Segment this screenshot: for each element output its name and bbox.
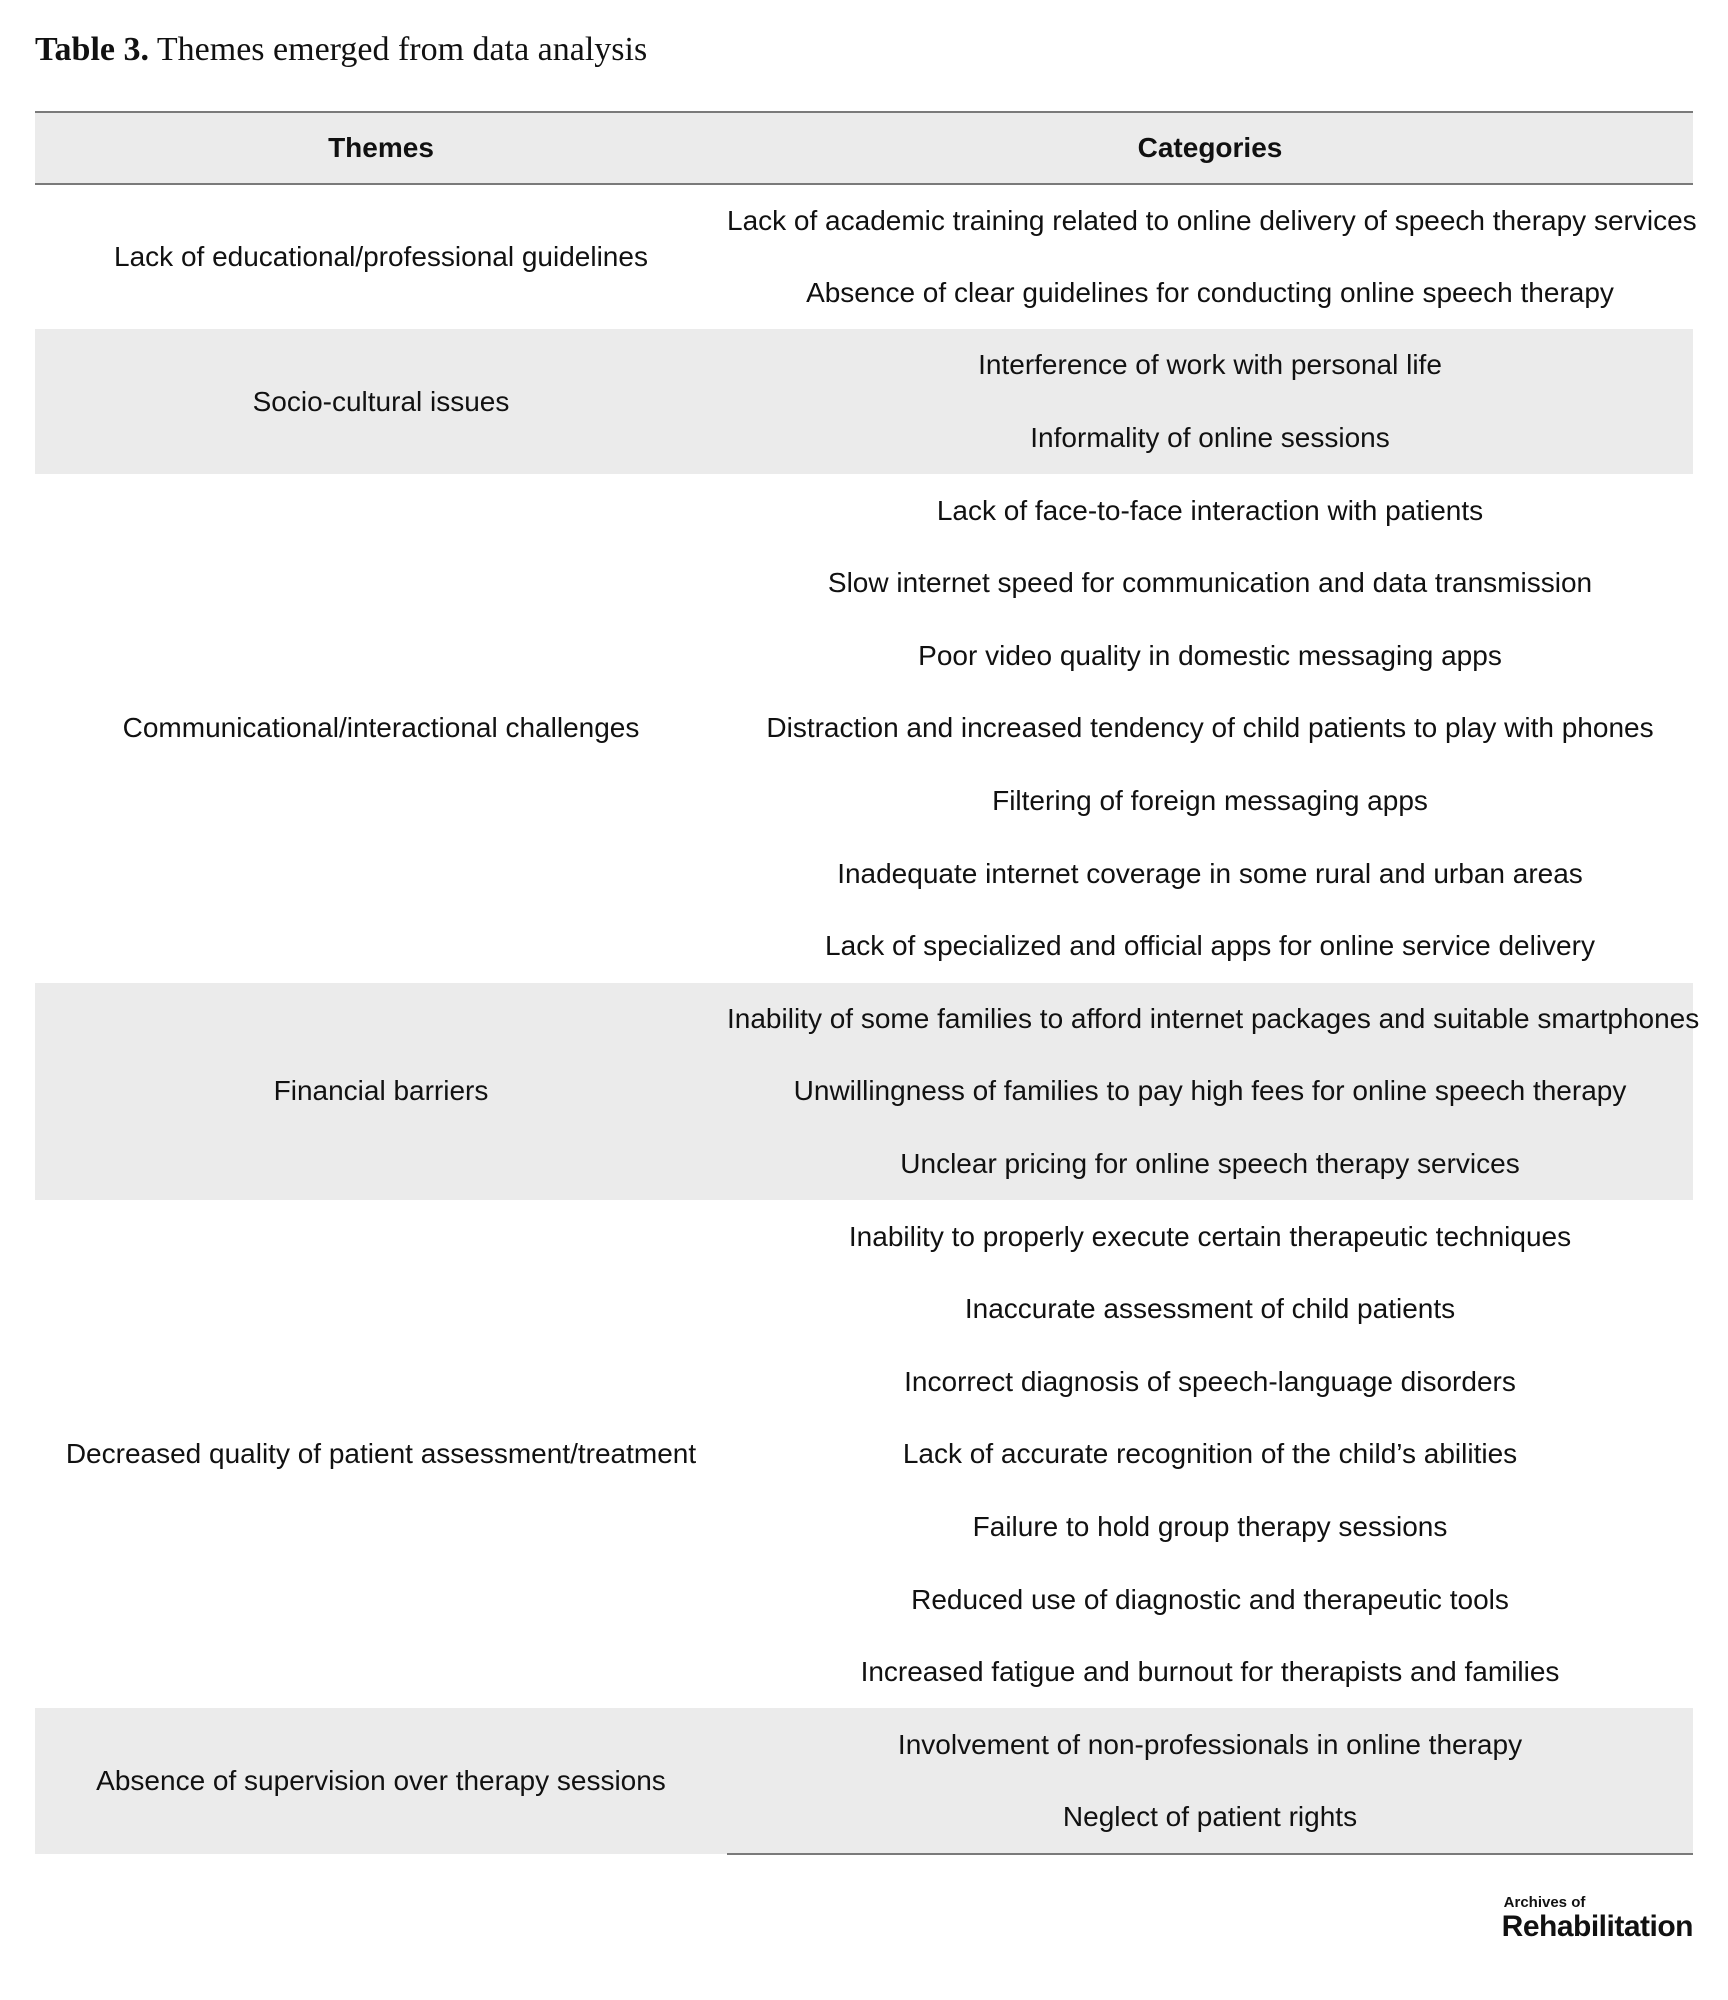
theme-group	[35, 184, 1697, 329]
theme-group	[35, 329, 1693, 474]
category-cell: Unwillingness of families to pay high fees for online speech therapy	[727, 1055, 1693, 1128]
category-cell: Reduced use of diagnostic and therapeutic tools	[911, 1583, 1509, 1615]
category-cell: Involvement of non-professionals in online therapy	[727, 1708, 1693, 1781]
journal-logo-small: Archives of	[1503, 1894, 1586, 1911]
category-cell: Inaccurate assessment of child patients	[964, 1293, 1456, 1325]
category-cell: Poor video quality in domestic messaging apps	[918, 639, 1502, 671]
theme-group	[35, 1200, 1693, 1708]
table-row	[35, 184, 1693, 257]
theme-cell: Communicational/interactional challenges	[122, 712, 640, 744]
category-cell: Absence of clear guidelines for conducting online speech therapy	[806, 276, 1614, 308]
theme-cell: Decreased quality of patient assessment/treatment	[65, 1438, 697, 1470]
category-cell: Inability to properly execute certain therapeutic techniques	[848, 1220, 1572, 1252]
category-cell: Unclear pricing for online speech therapy services	[727, 1128, 1693, 1201]
category-cell: Filtering of foreign messaging apps	[992, 785, 1428, 817]
category-cell: Informality of online sessions	[727, 402, 1693, 475]
category-cell: Inability of some families to afford internet packages and suitable smartphones	[727, 983, 1693, 1056]
header-categories: Categories	[727, 112, 1693, 184]
header-themes: Themes	[35, 112, 727, 184]
category-cell: Slow internet speed for communication and data transmission	[827, 567, 1593, 599]
table-row	[35, 329, 1693, 402]
header-row	[35, 112, 1693, 184]
theme-group	[35, 983, 1700, 1201]
table-row	[35, 1200, 1693, 1273]
category-cell: Increased fatigue and burnout for therapists and families	[860, 1656, 1560, 1688]
themes-table	[35, 111, 1700, 1855]
theme-group	[35, 474, 1693, 982]
table-caption	[35, 28, 647, 72]
table-header	[35, 112, 1693, 184]
table-row	[35, 1708, 1693, 1781]
category-cell: Lack of accurate recognition of the child’s abilities	[902, 1438, 1518, 1470]
theme-cell: Lack of educational/professional guidelines	[114, 241, 648, 273]
journal-logo	[1502, 1895, 1693, 1943]
category-cell: Inadequate internet coverage in some rural and urban areas	[837, 857, 1583, 889]
category-cell: Lack of academic training related to online delivery of speech therapy services	[727, 204, 1697, 236]
themes-table-container	[35, 111, 1700, 1855]
table-caption-title: Themes emerged from data analysis	[156, 31, 648, 68]
category-cell: Incorrect diagnosis of speech-language disorders	[904, 1365, 1516, 1397]
category-cell: Lack of specialized and official apps for online service delivery	[825, 930, 1595, 962]
category-cell: Interference of work with personal life	[727, 329, 1693, 402]
table-caption-label: Table 3.	[35, 31, 150, 68]
category-cell: Neglect of patient rights	[727, 1781, 1693, 1854]
theme-group	[35, 1708, 1693, 1853]
theme-cell: Socio-cultural issues	[35, 329, 727, 474]
table-row	[35, 474, 1693, 547]
theme-cell: Absence of supervision over therapy sessions	[35, 1708, 727, 1853]
category-cell: Lack of face-to-face interaction with patients	[936, 494, 1484, 526]
category-cell: Distraction and increased tendency of child patients to play with phones	[766, 712, 1654, 744]
table-row	[35, 983, 1693, 1056]
theme-cell: Financial barriers	[35, 983, 727, 1201]
category-cell: Failure to hold group therapy sessions	[972, 1510, 1448, 1542]
journal-logo-big: Rehabilitation	[1501, 1910, 1693, 1943]
